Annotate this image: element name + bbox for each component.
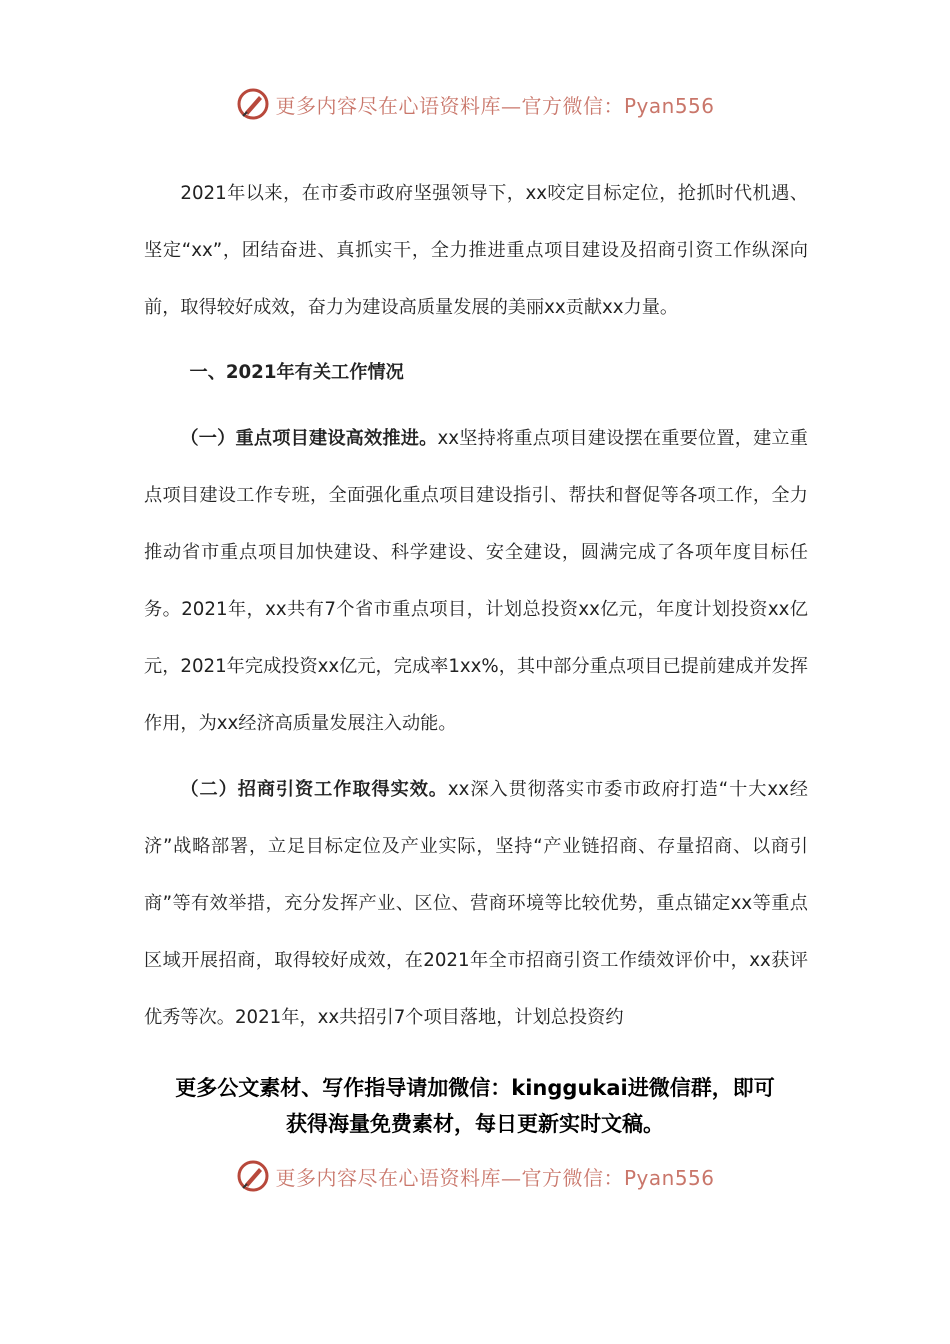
promo-line-1: 更多公文素材、写作指导请加微信：kinggukai进微信群，即可 xyxy=(175,1076,775,1100)
pen-circle-logo-icon xyxy=(235,86,271,122)
item-2-title: （二）招商引资工作取得实效。 xyxy=(180,779,448,800)
watermark-text: 更多内容尽在心语资料库—官方微信：Pyan556 xyxy=(275,1165,715,1190)
watermark-banner-top xyxy=(0,84,950,124)
item-1-paragraph xyxy=(144,410,808,752)
promo-line-2: 获得海量免费素材，每日更新实时文稿。 xyxy=(286,1112,664,1136)
watermark-text: 更多内容尽在心语资料库—官方微信：Pyan556 xyxy=(275,93,715,118)
intro-paragraph: 2021年以来，在市委市政府坚强领导下，xx咬定目标定位，抢抓时代机遇、坚定“xx”，团结奋进、真抓实干，全力推进重点项目建设及招商引资工作纵深向前，取得较好成效，奋力为建设高质量发展的美丽xx贡献xx力量。 xyxy=(144,183,808,318)
watermark-banner-bottom xyxy=(0,1156,950,1196)
item-2-paragraph xyxy=(144,761,808,1046)
promo-notice xyxy=(0,1070,950,1142)
pen-circle-logo-icon xyxy=(235,1158,271,1194)
item-1-title: （一）重点项目建设高效推进。 xyxy=(180,428,438,449)
item-2-body: xx深入贯彻落实市委市政府打造“十大xx经济”战略部署，立足目标定位及产业实际，坚持“产业链招商、存量招商、以商引商”等有效举措，充分发挥产业、区位、营商环境等比较优势，重点锚定xx等重点区域开展招商，取得较好成效，在2021年全市招商引资工作绩效评价中，xx获评优秀等次。2021年，xx共招引7个项目落地，计划总投资约 xyxy=(144,779,808,1028)
section-heading: 一、2021年有关工作情况 xyxy=(189,362,404,383)
item-1-body: xx坚持将重点项目建设摆在重要位置，建立重点项目建设工作专班，全面强化重点项目建设指引、帮扶和督促等各项工作，全力推动省市重点项目加快建设、科学建设、安全建设，圆满完成了各项年度目标任务。2021年，xx共有7个省市重点项目，计划总投资xx亿元，年度计划投资xx亿元，2021年完成投资xx亿元，完成率1xx%，其中部分重点项目已提前建成并发挥作用，为xx经济高质量发展注入动能。 xyxy=(144,428,808,734)
